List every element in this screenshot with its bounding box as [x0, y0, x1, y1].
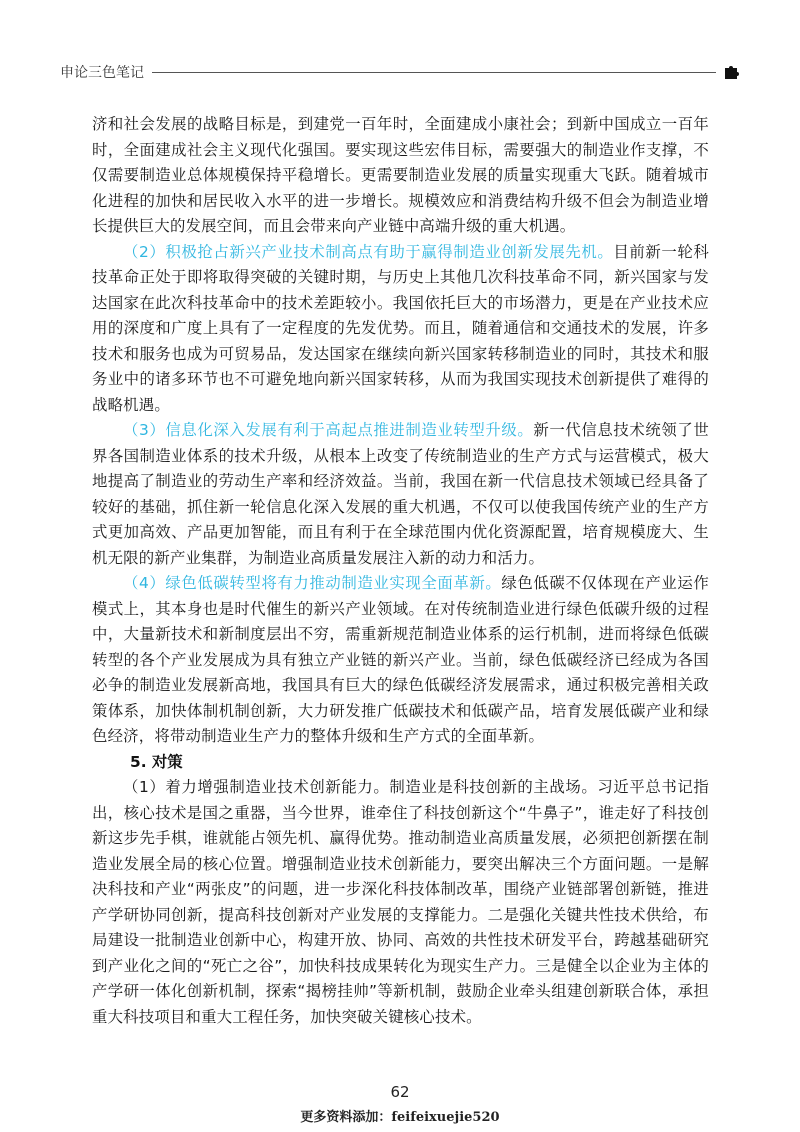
- paragraph-text: 目前新一轮科技革命正处于即将取得突破的关键时期，与历史上其他几次科技革命不同，新兴国家与发达国家在此次科技革命中的技术差距较小。我国依托巨大的市场潜力，更是在产业技术应用的深度和广度上具有了一定程度的先发优势。而且，随着通信和交通技术的发展，许多技术和服务也成为可贸易品，发达国家在继续向新兴国家转移制造业的同时，其技术和服务业中的诸多环节也不可避免地向新兴国家转移，从而为我国实现技术创新提供了难得的战略机遇。: [92, 242, 709, 414]
- paragraph-text: 济和社会发展的战略目标是，到建党一百年时，全面建成小康社会；到新中国成立一百年时，全面建成社会主义现代化强国。要实现这些宏伟目标，需要强大的制造业作支撑，不仅需要制造业总体规模保持平稳增长。更需要制造业发展的质量实现重大飞跃。随着城市化进程的加快和居民收入水平的进一步增长。规模效应和消费结构升级不但会为制造业增长提供巨大的发展空间，而且会带来向产业链中高端升级的重大机遇。: [92, 115, 709, 235]
- highlighted-lead: （3）信息化深入发展有利于高起点推进制造业转型升级。: [123, 421, 534, 439]
- highlighted-lead: （4）绿色低碳转型将有力推动制造业实现全面革新。: [123, 574, 502, 592]
- paragraph-continued: [92, 112, 709, 240]
- paragraph-point-4: [92, 571, 709, 750]
- header-title: 申论三色笔记: [60, 65, 144, 81]
- highlighted-lead: （2）积极抢占新兴产业技术制高点有助于赢得制造业创新发展先机。: [123, 242, 614, 261]
- puzzle-icon: [722, 63, 740, 81]
- footer-note: 更多资料添加：feifeixuejie520: [300, 1110, 500, 1125]
- paragraph-text: 新一代信息技术统领了世界各国制造业体系的技术升级，从根本上改变了传统制造业的生产方式与运营模式，极大地提高了制造业的劳动生产率和经济效益。当前，我国在新一代信息技术领域已经具备了较好的基础，抓住新一轮信息化深入发展的重大机遇，不仅可以使我国传统产业的生产方式更加高效、产品更加智能，而且有利于在全球范围内优化资源配置，培育规模庞大、生机无限的新产业集群，为制造业高质量发展注入新的动力和活力。: [92, 421, 709, 567]
- paragraph-text: 绿色低碳不仅体现在产业运作模式上，其本身也是时代催生的新兴产业领域。在对传统制造业进行绿色低碳升级的过程中，大量新技术和新制度层出不穷，需重新规范制造业体系的运行机制，进而将绿色低碳转型的各个产业发展成为具有独立产业链的新兴产业。当前，绿色低碳经济已经成为各国必争的制造业发展新高地，我国具有巨大的绿色低碳经济发展需求，通过积极完善相关政策体系，加快体制机制创新，大力研发推广低碳技术和低碳产品，培育发展低碳产业和绿色经济，将带动制造业生产力的整体升级和生产方式的全面革新。: [92, 574, 709, 745]
- page-header: [60, 60, 740, 84]
- page-number: 62: [390, 1083, 410, 1101]
- paragraph-text: （1）着力增强制造业技术创新能力。制造业是科技创新的主战场。习近平总书记指出，核心技术是国之重器，当今世界，谁牵住了科技创新这个“牛鼻子”，谁走好了科技创新这步先手棋，谁就能占领先机、赢得优势。推动制造业高质量发展，必须把创新摆在制造业发展全局的核心位置。增强制造业技术创新能力，要突出解决三个方面问题。一是解决科技和产业“两张皮”的问题，进一步深化科技体制改革，围绕产业链部署创新链，推进产学研协同创新，提高科技创新对产业发展的支撑能力。二是强化关键共性技术供给，布局建设一批制造业创新中心，构建开放、协同、高效的共性技术研发平台，跨越基础研究到产业化之间的“死亡之谷”，加快科技成果转化为现实生产力。三是健全以企业为主体的产学研一体化创新机制，探索“揭榜挂帅”等新机制，鼓励企业牵头组建创新联合体，承担重大科技项目和重大工程任务，加快突破关键核心技术。: [92, 778, 709, 1026]
- section-heading: 5. 对策: [130, 752, 183, 771]
- paragraph-point-2: [92, 240, 709, 419]
- paragraph-point-3: [92, 418, 709, 571]
- header-divider: [152, 72, 716, 73]
- measure-paragraph-1: [92, 775, 709, 1030]
- document-body: [92, 112, 709, 1030]
